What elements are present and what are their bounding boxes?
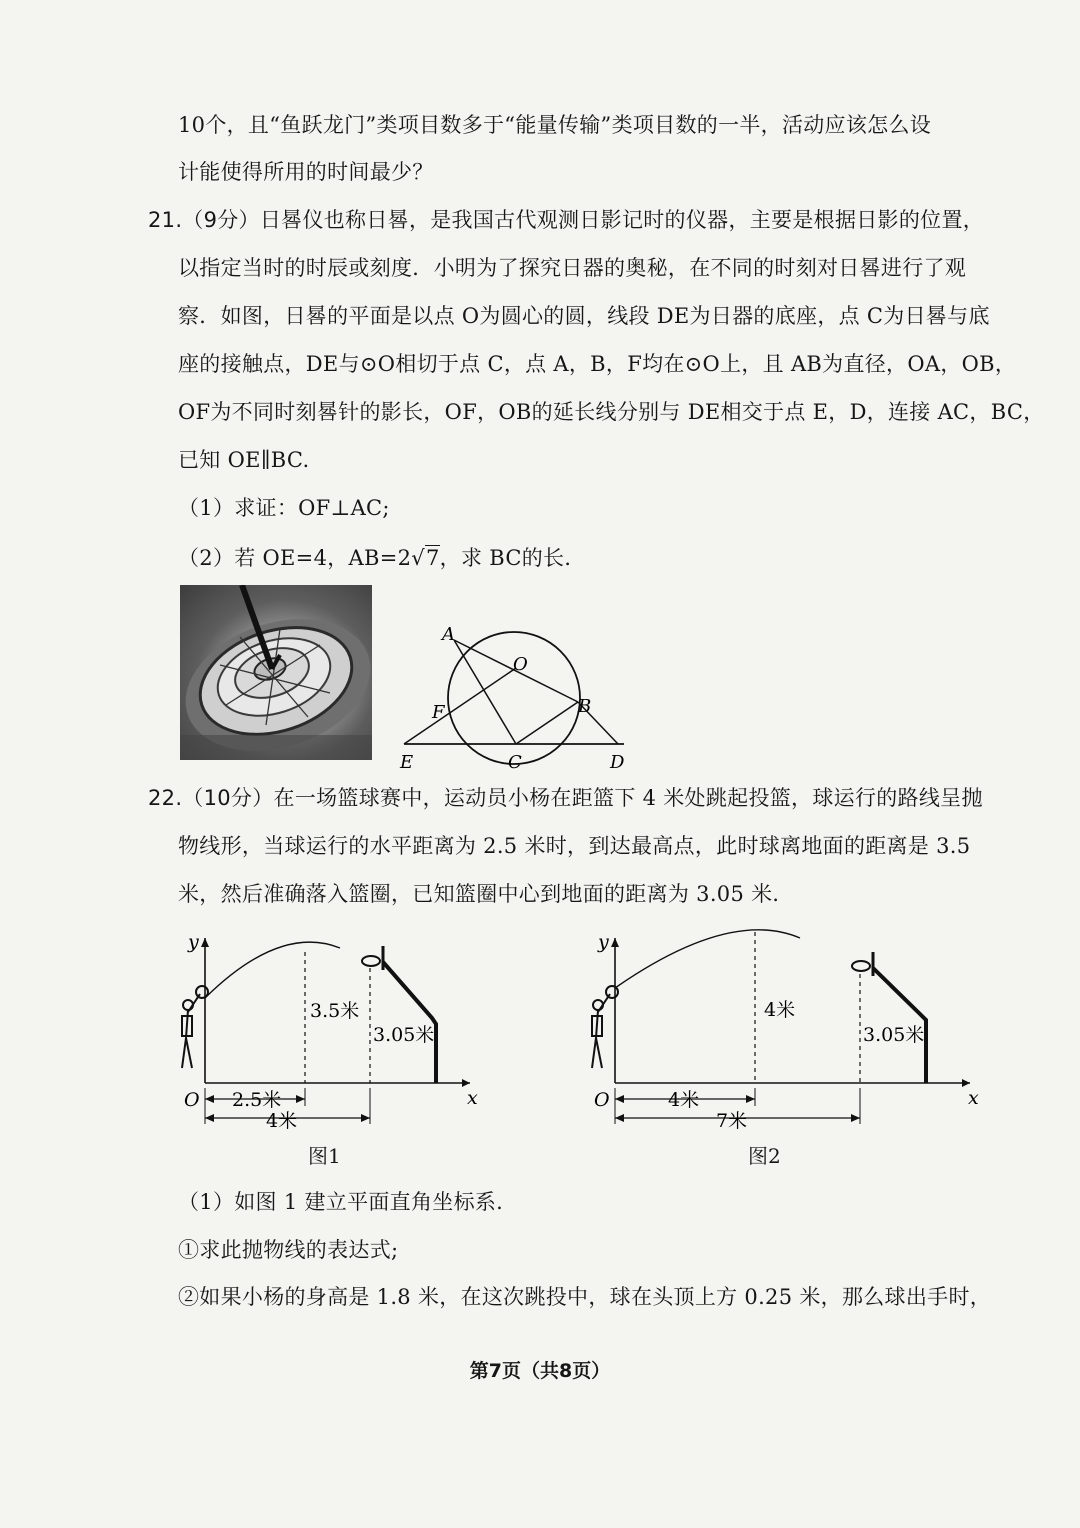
question-text: 在一场篮球赛中，运动员小杨在距篮下 4 米处跳起投篮，球运行的路线呈抛 <box>273 786 983 810</box>
sundial-photo <box>180 585 372 760</box>
question-22-sub-1: （1）如图 1 建立平面直角坐标系. <box>178 1190 504 1214</box>
label-d: D <box>610 752 625 773</box>
text-line: 计能使得所用的时间最少？ <box>178 160 434 184</box>
question-number: 22.（10分） <box>148 786 274 810</box>
question-21-line-1 <box>148 206 984 234</box>
sub-2-prefix: （2）若 OE=4，AB=2 <box>178 546 412 570</box>
axis-y-label: y <box>188 931 199 953</box>
origin-label: O <box>184 1089 200 1111</box>
sqrt-expression: √7 <box>411 546 440 570</box>
question-22-item-1: ①求此抛物线的表达式; <box>178 1238 399 1262</box>
question-21-line-6: 已知 OE∥BC. <box>178 448 310 472</box>
question-number: 21.（9分） <box>148 208 260 232</box>
distance-label-2: 7米 <box>716 1110 748 1132</box>
player-figure <box>592 986 618 1068</box>
label-a: A <box>442 624 455 645</box>
axis-x-label: x <box>968 1087 979 1109</box>
question-22-line-1 <box>148 784 983 812</box>
hoop-height-label: 3.05米 <box>863 1024 925 1046</box>
label-c: C <box>508 752 522 773</box>
question-22-line-2: 物线形，当球运行的水平距离为 2.5 米时，到达最高点，此时球离地面的距离是 3.5 <box>178 834 971 858</box>
figure-2-caption: 图2 <box>748 1144 781 1168</box>
origin-label: O <box>594 1089 610 1111</box>
distance-label-1: 2.5米 <box>232 1089 282 1111</box>
sub-2-suffix: ，求 BC的长． <box>439 546 586 570</box>
question-21-line-4: 座的接触点，DE与⊙O相切于点 C，点 A，B，F均在⊙O上，且 AB为直径，OA，OB， <box>178 352 1017 376</box>
distance-label-2: 4米 <box>266 1110 298 1132</box>
distance-label-1: 4米 <box>668 1089 700 1111</box>
player-figure <box>182 986 208 1068</box>
parabola-path <box>205 942 340 998</box>
basketball-hoop <box>362 946 436 1083</box>
question-22-item-2: ②如果小杨的身高是 1.8 米，在这次跳投中，球在头顶上方 0.25 米，那么球出手时， <box>178 1285 992 1309</box>
parabola-path <box>615 930 800 988</box>
text-line: 10个，且“鱼跃龙门”类项目数多于“能量传输”类项目数的一半，活动应该怎么设 <box>178 113 932 137</box>
basketball-figure-2 <box>580 928 990 1136</box>
label-o: O <box>513 654 528 675</box>
question-22-line-3: 米，然后准确落入篮圈，已知篮圈中心到地面的距离为 3.05 米． <box>178 882 794 906</box>
question-21-sub-1: （1）求证：OF⊥AC; <box>178 496 390 520</box>
question-21-line-2: 以指定当时的时辰或刻度．小明为了探究日器的奥秘，在不同的时刻对日晷进行了观 <box>178 256 967 280</box>
figure-1-caption: 图1 <box>308 1144 341 1168</box>
height-label: 3.5米 <box>310 1000 360 1022</box>
question-21-line-5: OF为不同时刻晷针的影长，OF，OB的延长线分别与 DE相交于点 E，D，连接 AC，BC， <box>178 400 1045 424</box>
segment-eo <box>404 668 516 744</box>
label-f: F <box>432 702 445 723</box>
axis-x-label: x <box>467 1087 478 1109</box>
circle-geometry-diagram <box>392 612 642 774</box>
axis-y-label: y <box>598 931 609 953</box>
height-label: 4米 <box>764 999 796 1021</box>
segment-bc <box>516 702 578 744</box>
basketball-figure-1 <box>170 928 490 1136</box>
radicand: 7 <box>425 546 440 570</box>
question-21-line-3: 察．如图，日晷的平面是以点 O为圆心的圆，线段 DE为日器的底座，点 C为日晷与底 <box>178 304 990 328</box>
hoop-height-label: 3.05米 <box>373 1024 435 1046</box>
basketball-hoop <box>852 952 926 1083</box>
label-b: B <box>578 696 592 717</box>
question-text: 日晷仪也称日晷，是我国古代观测日影记时的仪器，主要是根据日影的位置， <box>259 208 985 232</box>
question-21-sub-2 <box>178 544 586 572</box>
page-footer: 第7页（共8页） <box>469 1360 611 1382</box>
label-e: E <box>400 752 414 773</box>
